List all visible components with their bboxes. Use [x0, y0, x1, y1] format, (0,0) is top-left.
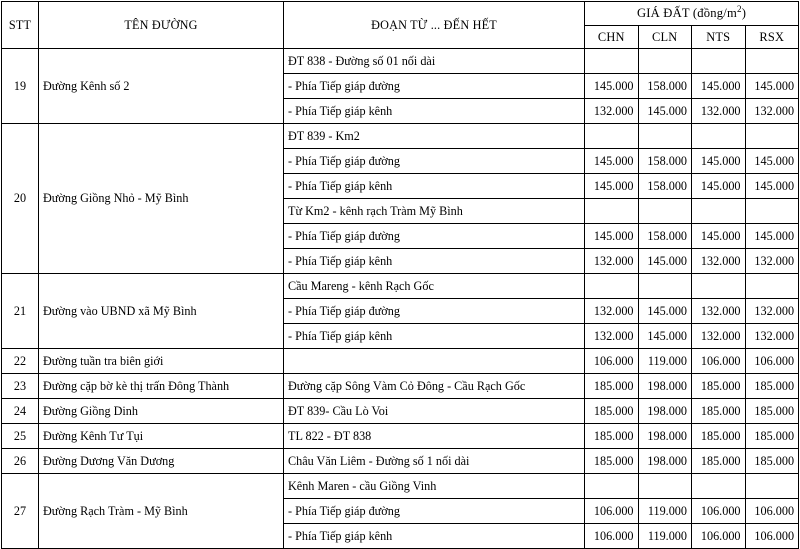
cell-segment: Đường cặp Sông Vàm Cỏ Đông - Cầu Rạch Gốc — [284, 374, 585, 399]
cell-price-nts: 106.000 — [692, 524, 746, 549]
table-row — [2, 474, 799, 499]
cell-price-chn: 145.000 — [585, 174, 639, 199]
cell-stt: 23 — [2, 374, 39, 399]
cell-price-chn — [585, 274, 639, 299]
cell-segment: - Phía Tiếp giáp đường — [284, 299, 585, 324]
cell-price-cln: 145.000 — [638, 299, 692, 324]
cell-street-name: Đường Giồng Dinh — [39, 399, 284, 424]
cell-street-name: Đường vào UBND xã Mỹ Bình — [39, 274, 284, 349]
cell-price-rsx — [745, 49, 799, 74]
land-price-table — [1, 1, 799, 549]
cell-price-rsx: 132.000 — [745, 324, 799, 349]
cell-price-rsx — [745, 124, 799, 149]
table-body — [2, 49, 799, 549]
cell-segment: ĐT 839 - Km2 — [284, 124, 585, 149]
cell-price-chn: 145.000 — [585, 224, 639, 249]
cell-stt: 26 — [2, 449, 39, 474]
cell-price-rsx: 132.000 — [745, 249, 799, 274]
cell-price-chn: 185.000 — [585, 449, 639, 474]
cell-street-name: Đường cặp bờ kè thị trấn Đông Thành — [39, 374, 284, 399]
cell-price-nts: 185.000 — [692, 449, 746, 474]
cell-segment: ĐT 838 - Đường số 01 nối dài — [284, 49, 585, 74]
table-row — [2, 274, 799, 299]
cell-price-cln: 119.000 — [638, 499, 692, 524]
cell-street-name: Đường Rạch Tràm - Mỹ Bình — [39, 474, 284, 549]
cell-street-name: Đường Kênh số 2 — [39, 49, 284, 124]
cell-price-rsx: 132.000 — [745, 299, 799, 324]
table-row — [2, 399, 799, 424]
column-header-rsx: RSX — [745, 25, 799, 49]
cell-price-rsx: 185.000 — [745, 424, 799, 449]
cell-price-chn — [585, 124, 639, 149]
cell-stt: 24 — [2, 399, 39, 424]
cell-price-nts: 132.000 — [692, 324, 746, 349]
cell-price-cln: 198.000 — [638, 424, 692, 449]
table-row — [2, 449, 799, 474]
cell-segment: TL 822 - ĐT 838 — [284, 424, 585, 449]
cell-price-rsx: 145.000 — [745, 224, 799, 249]
cell-price-cln — [638, 199, 692, 224]
column-header-segment: ĐOẠN TỪ ... ĐẾN HẾT — [284, 2, 585, 49]
cell-price-chn — [585, 474, 639, 499]
cell-street-name: Đường Dương Văn Dương — [39, 449, 284, 474]
table-row — [2, 349, 799, 374]
table-row — [2, 424, 799, 449]
cell-price-chn: 145.000 — [585, 149, 639, 174]
cell-price-nts: 132.000 — [692, 99, 746, 124]
table-row — [2, 374, 799, 399]
cell-stt: 21 — [2, 274, 39, 349]
cell-price-nts: 145.000 — [692, 74, 746, 99]
cell-price-rsx — [745, 199, 799, 224]
cell-stt: 20 — [2, 124, 39, 274]
cell-price-cln — [638, 124, 692, 149]
cell-price-chn: 106.000 — [585, 524, 639, 549]
cell-price-chn: 106.000 — [585, 499, 639, 524]
cell-segment: Từ Km2 - kênh rạch Tràm Mỹ Bình — [284, 199, 585, 224]
cell-price-rsx — [745, 474, 799, 499]
cell-price-nts — [692, 474, 746, 499]
cell-price-cln: 158.000 — [638, 174, 692, 199]
cell-price-cln: 145.000 — [638, 99, 692, 124]
cell-price-nts: 145.000 — [692, 149, 746, 174]
land-price-group-text: GIÁ ĐẤT (đồng/m — [636, 6, 737, 21]
cell-price-rsx: 106.000 — [745, 524, 799, 549]
cell-stt: 25 — [2, 424, 39, 449]
cell-price-nts — [692, 199, 746, 224]
column-header-nts: NTS — [692, 25, 746, 49]
cell-price-nts: 132.000 — [692, 249, 746, 274]
cell-price-chn — [585, 199, 639, 224]
cell-price-rsx: 185.000 — [745, 374, 799, 399]
cell-segment: - Phía Tiếp giáp kênh — [284, 174, 585, 199]
land-price-group-close: ) — [741, 6, 747, 21]
square-meter-exponent: 2 — [736, 3, 742, 14]
cell-price-chn: 185.000 — [585, 374, 639, 399]
cell-stt: 27 — [2, 474, 39, 549]
cell-segment: - Phía Tiếp giáp đường — [284, 149, 585, 174]
cell-price-nts: 185.000 — [692, 424, 746, 449]
cell-price-cln: 158.000 — [638, 74, 692, 99]
cell-price-chn: 132.000 — [585, 249, 639, 274]
cell-price-rsx: 145.000 — [745, 74, 799, 99]
table-row — [2, 124, 799, 149]
cell-price-rsx: 145.000 — [745, 174, 799, 199]
cell-price-nts: 106.000 — [692, 499, 746, 524]
cell-price-cln: 119.000 — [638, 349, 692, 374]
column-header-stt: STT — [2, 2, 39, 49]
cell-price-nts: 145.000 — [692, 174, 746, 199]
cell-street-name: Đường Giồng Nhỏ - Mỹ Bình — [39, 124, 284, 274]
cell-price-rsx: 185.000 — [745, 399, 799, 424]
cell-price-nts: 185.000 — [692, 374, 746, 399]
cell-price-chn: 185.000 — [585, 424, 639, 449]
cell-price-nts: 132.000 — [692, 299, 746, 324]
cell-price-rsx — [745, 274, 799, 299]
cell-segment: Cầu Mareng - kênh Rạch Gốc — [284, 274, 585, 299]
cell-price-chn: 132.000 — [585, 324, 639, 349]
cell-segment: - Phía Tiếp giáp kênh — [284, 324, 585, 349]
cell-price-rsx: 132.000 — [745, 99, 799, 124]
column-header-cln: CLN — [638, 25, 692, 49]
cell-price-rsx: 106.000 — [745, 349, 799, 374]
cell-price-rsx: 106.000 — [745, 499, 799, 524]
price-table-sheet — [0, 1, 800, 543]
cell-price-nts — [692, 49, 746, 74]
cell-price-chn: 132.000 — [585, 99, 639, 124]
cell-price-cln — [638, 474, 692, 499]
cell-price-nts: 145.000 — [692, 224, 746, 249]
cell-segment: ĐT 839- Cầu Lò Voi — [284, 399, 585, 424]
cell-price-nts: 106.000 — [692, 349, 746, 374]
cell-segment — [284, 349, 585, 374]
table-row — [2, 49, 799, 74]
header-row-top — [2, 2, 799, 26]
cell-segment: - Phía Tiếp giáp kênh — [284, 249, 585, 274]
column-header-street-name: TÊN ĐƯỜNG — [39, 2, 284, 49]
cell-price-chn: 106.000 — [585, 349, 639, 374]
cell-price-nts — [692, 124, 746, 149]
cell-price-nts — [692, 274, 746, 299]
cell-price-cln: 119.000 — [638, 524, 692, 549]
cell-price-cln: 145.000 — [638, 324, 692, 349]
cell-segment: - Phía Tiếp giáp kênh — [284, 99, 585, 124]
cell-price-rsx: 185.000 — [745, 449, 799, 474]
cell-price-cln: 198.000 — [638, 374, 692, 399]
cell-segment: - Phía Tiếp giáp đường — [284, 224, 585, 249]
cell-price-cln: 145.000 — [638, 249, 692, 274]
cell-price-chn: 132.000 — [585, 299, 639, 324]
cell-price-cln — [638, 49, 692, 74]
cell-street-name: Đường Kênh Tư Tụi — [39, 424, 284, 449]
cell-price-cln: 158.000 — [638, 149, 692, 174]
cell-price-nts: 185.000 — [692, 399, 746, 424]
cell-segment: - Phía Tiếp giáp kênh — [284, 524, 585, 549]
cell-price-cln: 198.000 — [638, 399, 692, 424]
cell-price-cln: 198.000 — [638, 449, 692, 474]
cell-price-cln — [638, 274, 692, 299]
column-header-chn: CHN — [585, 25, 639, 49]
cell-segment: - Phía Tiếp giáp đường — [284, 74, 585, 99]
cell-segment: Kênh Maren - cầu Giồng Vinh — [284, 474, 585, 499]
cell-stt: 19 — [2, 49, 39, 124]
cell-price-cln: 158.000 — [638, 224, 692, 249]
cell-price-rsx: 145.000 — [745, 149, 799, 174]
cell-price-chn: 145.000 — [585, 74, 639, 99]
table-header — [2, 2, 799, 49]
cell-segment: Châu Văn Liêm - Đường số 1 nối dài — [284, 449, 585, 474]
column-header-land-price-group — [585, 2, 799, 26]
cell-price-chn — [585, 49, 639, 74]
cell-segment: - Phía Tiếp giáp đường — [284, 499, 585, 524]
cell-street-name: Đường tuần tra biên giới — [39, 349, 284, 374]
cell-price-chn: 185.000 — [585, 399, 639, 424]
cell-stt: 22 — [2, 349, 39, 374]
